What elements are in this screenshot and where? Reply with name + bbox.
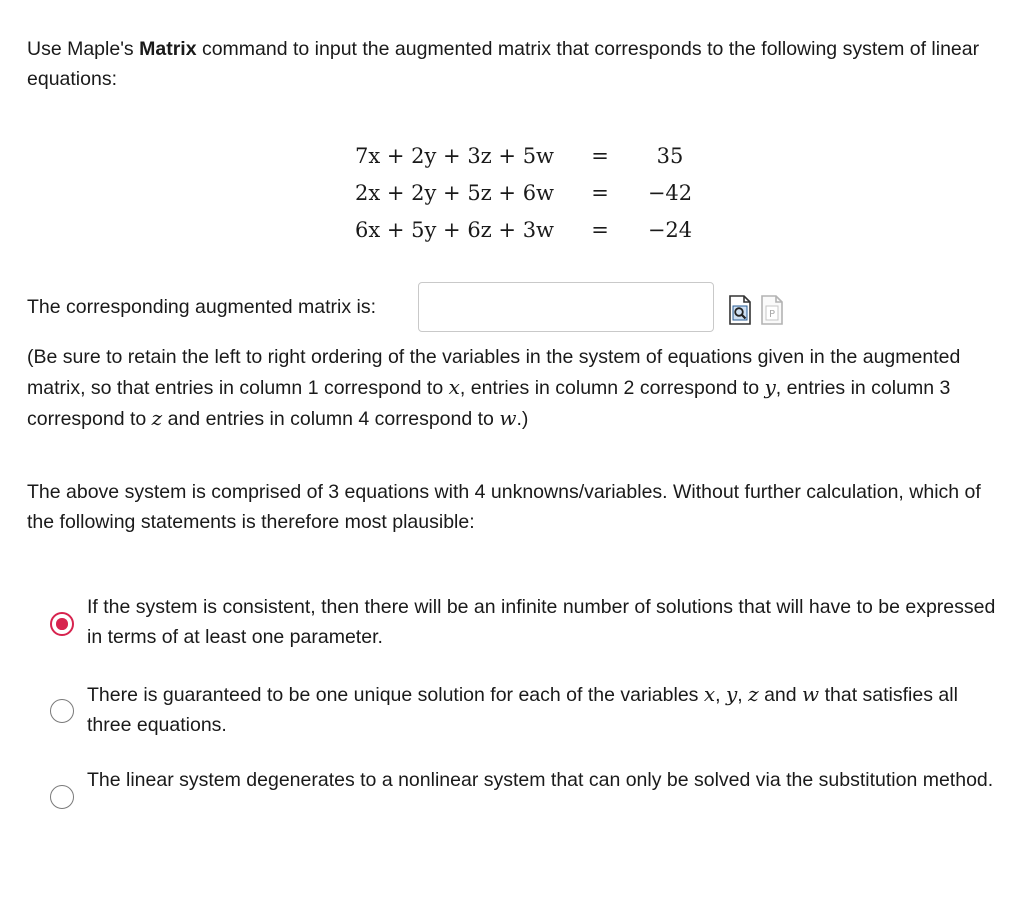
help-icon[interactable] [760, 295, 784, 325]
radio-button[interactable] [50, 785, 74, 809]
answer-row [27, 282, 807, 334]
equation-lhs: 7x + 2y + 3z + 5w [355, 143, 555, 168]
answer-label: The corresponding augmented matrix is: [27, 296, 377, 318]
svg-text:P: P [768, 309, 776, 320]
variable-z: z [151, 406, 163, 430]
equation-row-2 [355, 174, 720, 211]
equation-row-3 [355, 211, 720, 248]
variable-x: x [448, 375, 460, 399]
equals-sign: = [591, 143, 609, 168]
equation-system [355, 137, 720, 248]
equation-lhs: 2x + 2y + 5z + 6w [355, 180, 555, 205]
radio-dot [56, 618, 68, 630]
matrix-answer-input[interactable] [418, 282, 714, 332]
equation-row-1 [355, 137, 720, 174]
preview-icon[interactable] [728, 295, 752, 325]
variable-y: y [764, 375, 776, 399]
intro-text-end: command to input the augmented matrix that corresponds to the following system of linear equations: [27, 38, 980, 90]
question-intro [27, 34, 997, 94]
equation-rhs: −24 [647, 217, 693, 242]
ordering-note: (Be sure to retain the left to right ordering of the variables in the system of equations given in the augmented matrix, so that entries in column 1 correspond to x, entries in column 2 correspond to y, entries in column 3 correspond to z and entries in column 4 correspond to w.) [27, 346, 961, 430]
radio-button-selected[interactable] [50, 612, 74, 636]
option-text: The linear system degenerates to a nonlinear system that can only be solved via the substitution method. [87, 769, 994, 791]
option-text: There is guaranteed to be one unique solution for each of the variables x, y, z and w that satisfies all three equations. [87, 682, 958, 736]
variable-w: w [499, 406, 517, 430]
equals-sign: = [591, 180, 609, 205]
plausibility-question: The above system is comprised of 3 equations with 4 unknowns/variables. Without further calculation, which of the following statements is therefore most plausible: [27, 481, 981, 533]
option-text: If the system is consistent, then there will be an infinite number of solutions that will have to be expressed in terms of at least one parameter. [87, 596, 996, 648]
radio-button[interactable] [50, 699, 74, 723]
equation-rhs: 35 [656, 143, 684, 168]
equals-sign: = [591, 217, 609, 242]
intro-text-start: Use Maple's [27, 38, 140, 60]
equation-lhs: 6x + 5y + 6z + 3w [355, 217, 555, 242]
equation-rhs: −42 [647, 180, 693, 205]
matrix-command-name: Matrix [139, 38, 197, 60]
